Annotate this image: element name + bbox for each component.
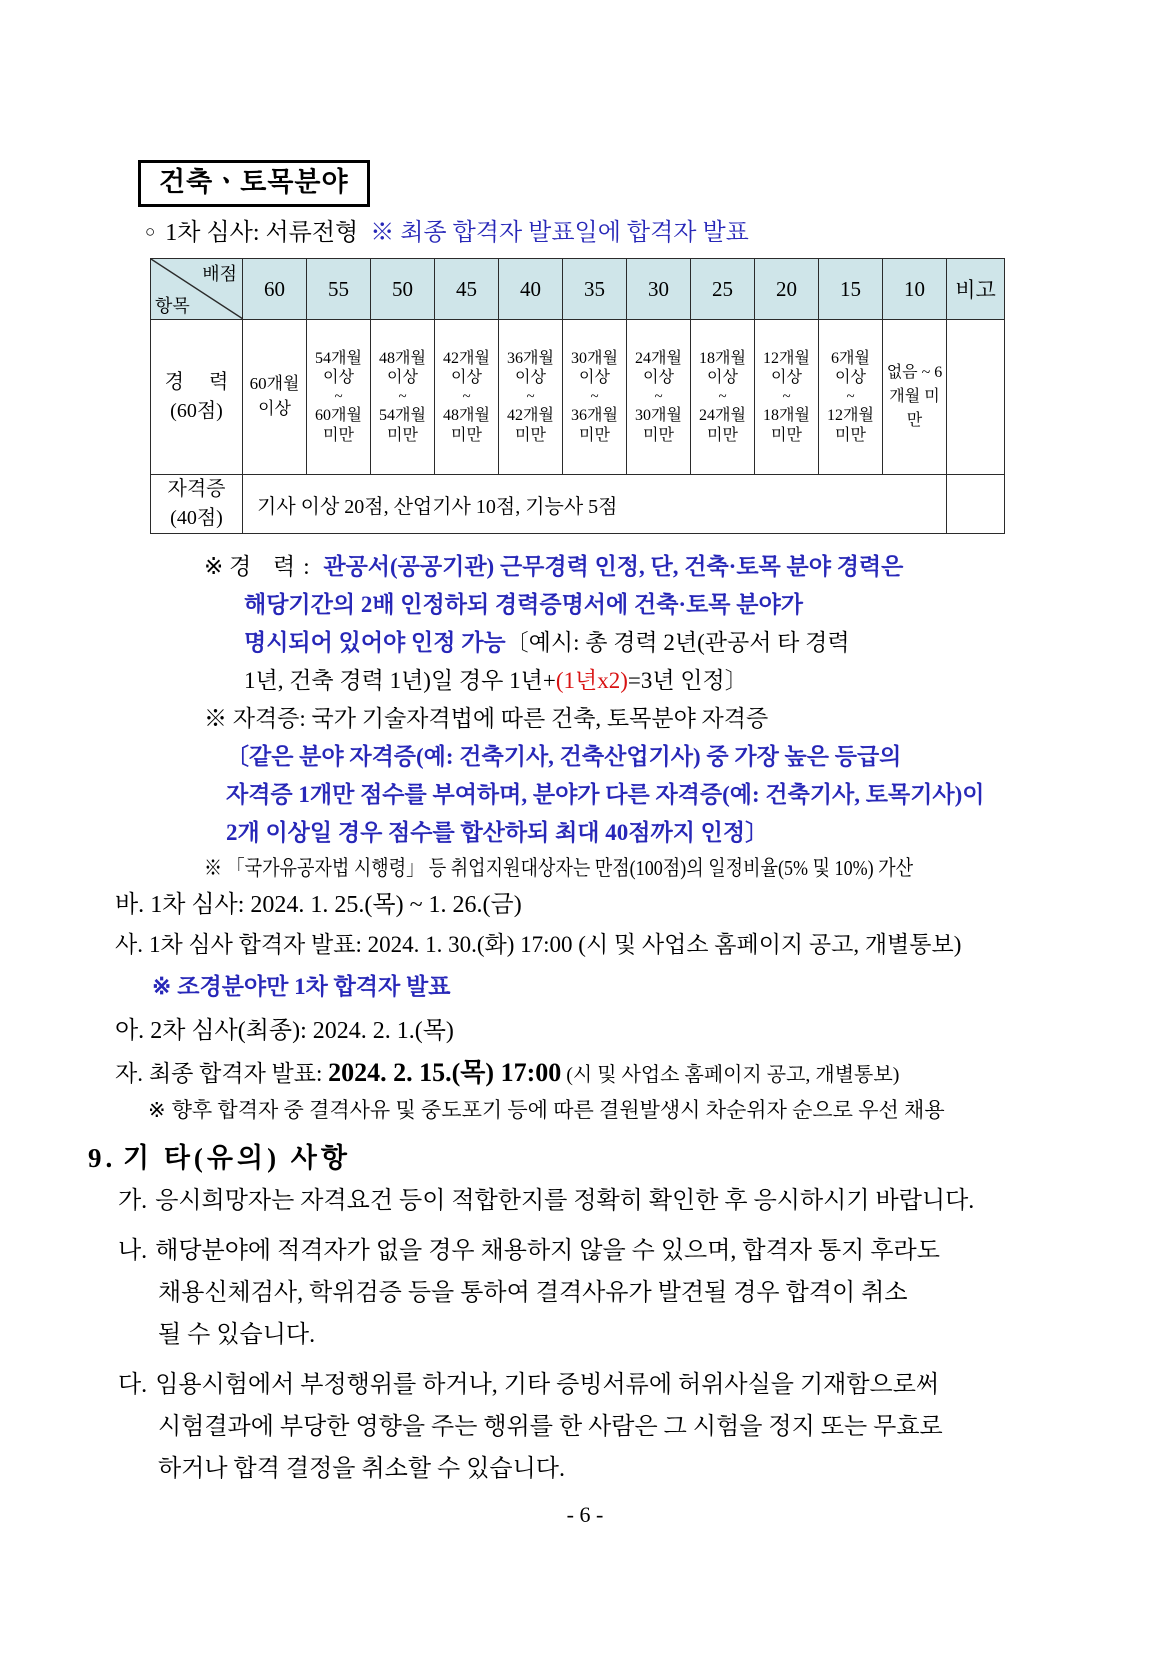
corner-label-score: 배점 bbox=[202, 264, 237, 284]
career-cell-30-bot1: 30개월 bbox=[635, 407, 682, 425]
note-career-text1: 관공서(공공기관) 근무경력 인정, 단, 건축·토목 분야 경력은 bbox=[323, 554, 904, 579]
note-career-line3 bbox=[244, 624, 850, 657]
certificate-label-cell bbox=[151, 475, 243, 534]
remark-header: 비고 bbox=[947, 259, 1005, 320]
career-cell-45-bot1: 48개월 bbox=[443, 407, 490, 425]
career-cell-10-top: 없음 bbox=[886, 364, 918, 381]
note-career-line4 bbox=[244, 662, 748, 695]
note-career-line2: 해당기간의 2배 인정하되 경력증명서에 건축·토목 분야가 bbox=[244, 592, 803, 617]
career-cell-25-tilde: ~ bbox=[718, 388, 727, 405]
career-cell-35 bbox=[563, 320, 627, 475]
score-header-15: 15 bbox=[819, 259, 883, 320]
item-note-landscape-text: 조경분야만 1차 합격자 발표 bbox=[177, 974, 451, 999]
career-cell-15-sub: 이상 bbox=[835, 369, 866, 387]
career-cell-60-top: 60개월 bbox=[249, 374, 300, 394]
career-cell-40-tilde: ~ bbox=[526, 388, 535, 405]
item-ja-marker: 자. bbox=[115, 1061, 143, 1086]
career-cell-25-sub: 이상 bbox=[707, 369, 738, 387]
score-header-10: 10 bbox=[883, 259, 947, 320]
item-sa-marker: 사. bbox=[115, 932, 143, 957]
table-corner-cell bbox=[151, 259, 243, 320]
career-cell-55-tilde: ~ bbox=[334, 388, 343, 405]
career-cell-10 bbox=[883, 320, 947, 475]
career-cell-45-tilde: ~ bbox=[462, 388, 471, 405]
career-cell-50-sub: 이상 bbox=[387, 369, 418, 387]
career-cell-20-tilde: ~ bbox=[782, 388, 791, 405]
career-cell-40-bot1: 42개월 bbox=[507, 407, 554, 425]
section9-item-ga bbox=[118, 1180, 974, 1215]
career-cell-35-bot1: 36개월 bbox=[571, 407, 618, 425]
note-career-label: 경 력: bbox=[229, 554, 318, 579]
item-sa bbox=[115, 926, 961, 959]
career-cell-30-top: 24개월 bbox=[635, 349, 682, 367]
item-ah-text: 2차 심사(최종): 2024. 2. 1.(목) bbox=[150, 1018, 454, 1044]
career-cell-10-bot2: 미만 bbox=[906, 388, 940, 429]
score-header-40: 40 bbox=[499, 259, 563, 320]
first-review-text: 1차 심사: 서류전형 bbox=[165, 220, 359, 246]
career-cell-20 bbox=[755, 320, 819, 475]
career-cell-25-bot1: 24개월 bbox=[699, 407, 746, 425]
item-ba-text: 1차 심사: 2024. 1. 25.(목) ~ 1. 26.(금) bbox=[150, 892, 522, 918]
career-cell-35-bot2: 미만 bbox=[579, 426, 610, 444]
item-note-landscape bbox=[152, 968, 450, 1001]
score-header-55: 55 bbox=[307, 259, 371, 320]
career-cell-35-sub: 이상 bbox=[579, 369, 610, 387]
certificate-description-cell: 기사 이상 20점, 산업기사 10점, 기능사 5점 bbox=[243, 475, 947, 534]
note-career-line1 bbox=[204, 548, 903, 581]
career-cell-20-top: 12개월 bbox=[763, 349, 810, 367]
certificate-label-line1: 자격증 bbox=[167, 478, 226, 500]
section9-item-na-line1: 해당분야에 적격자가 없을 경우 채용하지 않을 수 있으며, 합격자 통지 후라도 bbox=[155, 1238, 940, 1264]
career-cell-30-sub: 이상 bbox=[643, 369, 674, 387]
item-ba-marker: 바. bbox=[115, 892, 145, 918]
note-career-line4-red: (1년x2) bbox=[555, 668, 628, 693]
section9-title bbox=[88, 1136, 351, 1175]
career-cell-35-top: 30개월 bbox=[571, 349, 618, 367]
section9-item-da-marker: 다. bbox=[118, 1372, 148, 1398]
career-cell-35-tilde: ~ bbox=[590, 388, 599, 405]
note-career-line4-pre: 1년, 건축 경력 1년)일 경우 1년+ bbox=[244, 668, 556, 693]
section9-item-da-line2: 시험결과에 부당한 영향을 주는 행위를 한 사람은 그 시험을 정지 또는 무효로 bbox=[158, 1414, 943, 1440]
note-career-line3-plain: 〔예시: 총 경력 2년(관공서 타 경력 bbox=[505, 630, 850, 655]
section9-item-ga-line1: 응시희망자는 자격요건 등이 적합한지를 정확히 확인한 후 응시하시기 바랍니다. bbox=[155, 1188, 975, 1214]
section9-item-ga-marker: 가. bbox=[118, 1188, 148, 1214]
career-cell-50-tilde: ~ bbox=[398, 388, 407, 405]
item-note-landscape-marker: ※ bbox=[152, 974, 172, 999]
career-cell-55-top: 54개월 bbox=[315, 349, 362, 367]
career-cell-20-bot1: 18개월 bbox=[763, 407, 810, 425]
career-cell-20-sub: 이상 bbox=[771, 369, 802, 387]
score-header-50: 50 bbox=[371, 259, 435, 320]
note-veteran-bonus bbox=[204, 852, 1029, 882]
section9-item-da-line1: 임용시험에서 부정행위를 하거나, 기타 증빙서류에 허위사실을 기재함으로써 bbox=[155, 1372, 940, 1398]
section9-item-na bbox=[118, 1230, 940, 1265]
note-career-mark: ※ bbox=[204, 554, 224, 579]
note-career-line4-post: =3년 인정〕 bbox=[627, 668, 748, 693]
score-header-60: 60 bbox=[243, 259, 307, 320]
career-cell-15-bot2: 미만 bbox=[835, 426, 866, 444]
item-ah-marker: 아. bbox=[115, 1018, 145, 1044]
career-cell-45-sub: 이상 bbox=[451, 369, 482, 387]
career-row bbox=[151, 320, 1005, 475]
career-cell-40-bot2: 미만 bbox=[515, 426, 546, 444]
career-cell-40-top: 36개월 bbox=[507, 349, 554, 367]
score-header-35: 35 bbox=[563, 259, 627, 320]
career-remark-cell bbox=[947, 320, 1005, 475]
note-veteran-bonus-text: ※ 「국가유공자법 시행령」 등 취업지원대상자는 만점(100점)의 일정비율(5% 및 10%) 가산 bbox=[204, 856, 914, 880]
career-cell-15-bot1: 12개월 bbox=[827, 407, 874, 425]
career-cell-20-bot2: 미만 bbox=[771, 426, 802, 444]
table-header-row bbox=[151, 259, 1005, 320]
note-career-line3-blue: 명시되어 있어야 인정 가능 bbox=[244, 630, 506, 655]
field-title-box bbox=[138, 160, 370, 207]
career-cell-60-bottom: 이상 bbox=[258, 399, 291, 418]
certificate-row bbox=[151, 475, 1005, 534]
section9-title-text: 기 타(유의) 사항 bbox=[123, 1143, 351, 1173]
career-cell-55-bot2: 미만 bbox=[323, 426, 354, 444]
first-review-note: ※ 최종 합격자 발표일에 합격자 발표 bbox=[370, 220, 749, 246]
career-cell-15 bbox=[819, 320, 883, 475]
career-cell-15-top: 6개월 bbox=[831, 349, 870, 367]
score-criteria-table bbox=[150, 258, 1005, 534]
score-header-45: 45 bbox=[435, 259, 499, 320]
item-ba bbox=[115, 884, 522, 919]
career-cell-45 bbox=[435, 320, 499, 475]
section9-item-da-line3: 하거나 합격 결정을 취소할 수 있습니다. bbox=[158, 1456, 565, 1482]
career-cell-50-bot2: 미만 bbox=[387, 426, 418, 444]
note-certificate-line4: 2개 이상일 경우 점수를 합산하되 최대 40점까지 인정〕 bbox=[226, 820, 769, 845]
item-note-vacancy bbox=[148, 1094, 945, 1124]
career-cell-30 bbox=[627, 320, 691, 475]
career-label-cell bbox=[151, 320, 243, 475]
score-header-20: 20 bbox=[755, 259, 819, 320]
career-cell-50 bbox=[371, 320, 435, 475]
certificate-remark-cell bbox=[947, 475, 1005, 534]
career-cell-30-bot2: 미만 bbox=[643, 426, 674, 444]
career-cell-40 bbox=[499, 320, 563, 475]
item-note-vacancy-text: 향후 합격자 중 결격사유 및 중도포기 등에 따른 결원발생시 차순위자 순으로 우선 채용 bbox=[171, 1098, 945, 1122]
career-cell-40-sub: 이상 bbox=[515, 369, 546, 387]
career-cell-55 bbox=[307, 320, 371, 475]
certificate-label-line2: (40점) bbox=[170, 507, 223, 529]
item-note-vacancy-marker: ※ bbox=[148, 1098, 166, 1122]
item-ja-text-post: (시 및 사업소 홈페이지 공고, 개별통보) bbox=[561, 1064, 900, 1086]
career-cell-30-tilde: ~ bbox=[654, 388, 663, 405]
item-ja bbox=[115, 1052, 899, 1089]
career-cell-50-top: 48개월 bbox=[379, 349, 426, 367]
career-cell-10-bot1: 6개월 bbox=[889, 364, 943, 405]
career-label-line1: 경 력 bbox=[164, 371, 239, 393]
first-review-line bbox=[145, 212, 749, 247]
career-cell-55-bot1: 60개월 bbox=[315, 407, 362, 425]
field-title-text: 건축ㆍ토목분야 bbox=[159, 167, 349, 197]
section9-number: 9. bbox=[88, 1143, 117, 1173]
section9-item-na-marker: 나. bbox=[118, 1238, 148, 1264]
note-certificate-line2: 〔같은 분야 자격증(예: 건축기사, 건축산업기사) 중 가장 높은 등급의 bbox=[226, 744, 902, 769]
career-cell-50-bot1: 54개월 bbox=[379, 407, 426, 425]
item-ah bbox=[115, 1010, 454, 1045]
section9-item-na-line3: 될 수 있습니다. bbox=[158, 1322, 316, 1348]
career-cell-60 bbox=[243, 320, 307, 475]
item-ja-text-pre: 최종 합격자 발표: bbox=[148, 1061, 329, 1086]
career-cell-15-tilde: ~ bbox=[846, 388, 855, 405]
career-cell-45-bot2: 미만 bbox=[451, 426, 482, 444]
corner-label-item: 항목 bbox=[155, 296, 190, 316]
note-certificate-line3: 자격증 1개만 점수를 부여하며, 분야가 다른 자격증(예: 건축기사, 토목기사)이 bbox=[226, 782, 985, 807]
page-number: - 6 - bbox=[566, 1502, 604, 1527]
career-cell-25-top: 18개월 bbox=[699, 349, 746, 367]
score-header-25: 25 bbox=[691, 259, 755, 320]
career-label-line2: (60점) bbox=[170, 400, 223, 422]
score-header-30: 30 bbox=[627, 259, 691, 320]
career-cell-25 bbox=[691, 320, 755, 475]
section9-item-da bbox=[118, 1364, 939, 1399]
note-certificate-line1: ※ 자격증: 국가 기술자격법에 따른 건축, 토목분야 자격증 bbox=[204, 706, 769, 731]
career-cell-45-top: 42개월 bbox=[443, 349, 490, 367]
career-cell-55-sub: 이상 bbox=[323, 369, 354, 387]
section9-item-na-line2: 채용신체검사, 학위검증 등을 통하여 결격사유가 발견될 경우 합격이 취소 bbox=[158, 1280, 908, 1306]
career-cell-25-bot2: 미만 bbox=[707, 426, 738, 444]
career-cell-10-tilde: ~ bbox=[921, 364, 931, 381]
item-ja-text-bold: 2024. 2. 15.(목) 17:00 bbox=[328, 1058, 562, 1087]
item-sa-text: 1차 심사 합격자 발표: 2024. 1. 30.(화) 17:00 (시 및 사업소 홈페이지 공고, 개별통보) bbox=[148, 932, 962, 957]
circle-bullet-icon: ○ bbox=[145, 222, 156, 241]
